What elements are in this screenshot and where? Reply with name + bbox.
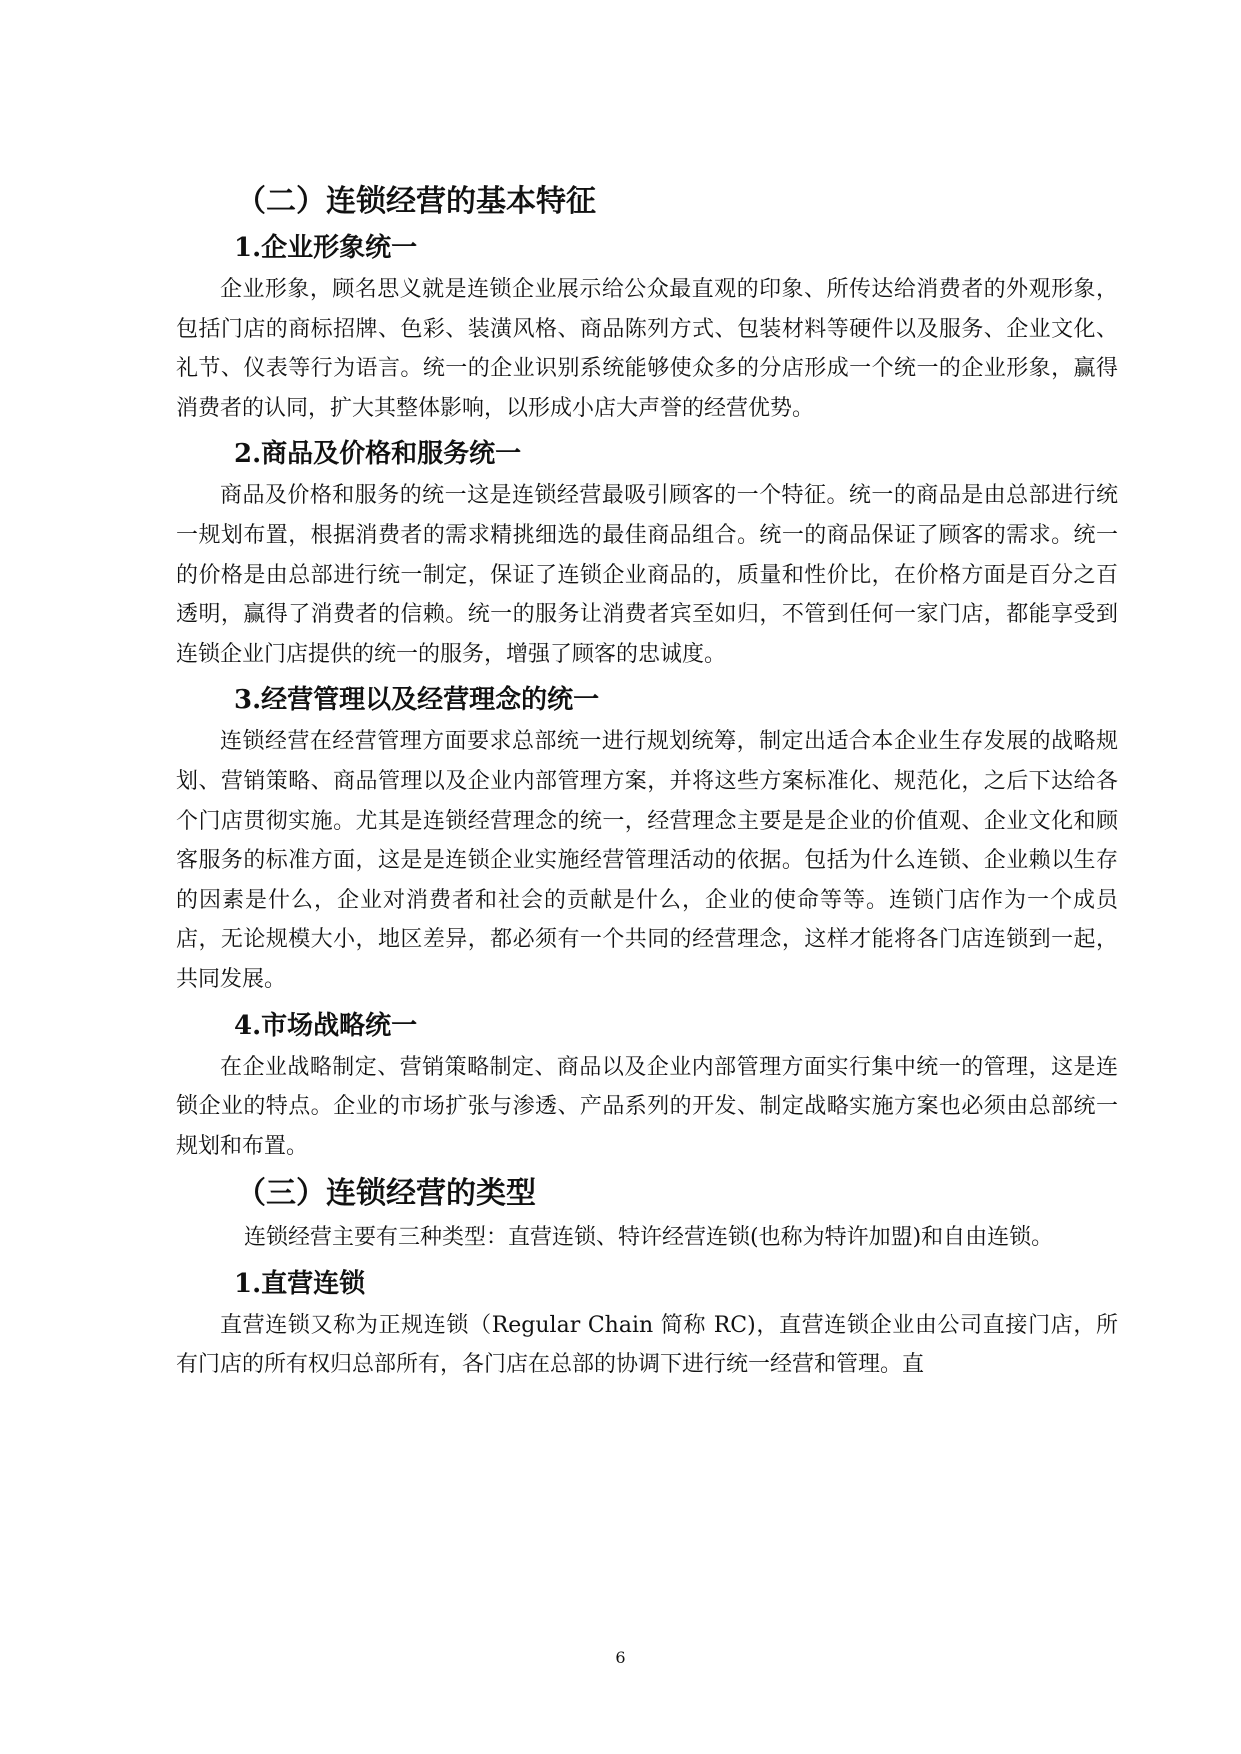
- subheading-market-strategy: 4.市场战略统一: [234, 1010, 418, 1041]
- paragraph-goods-price-service: 商品及价格和服务的统一这是连锁经营最吸引顾客的一个特征。统一的商品是由总部进行统一规划布置，根据消费者的需求精挑细选的最佳商品组合。统一的商品保证了顾客的需求。统一的价格是由总部进行统一制定，保证了连锁企业商品的，质量和性价比，在价格方面是百分之百透明，赢得了消费者的信赖。统一的服务让消费者宾至如归，不管到任何一家门店，都能享受到连锁企业门店提供的统一的服务，增强了顾客的忠诚度。: [176, 483, 1118, 667]
- section-heading-chain-types: （三）连锁经营的类型: [236, 1176, 536, 1212]
- subheading-corporate-image: 1.企业形象统一: [234, 233, 418, 263]
- paragraph-market-strategy: 在企业战略制定、营销策略制定、商品以及企业内部管理方面实行集中统一的管理，这是连锁企业的特点。企业的市场扩张与渗透、产品系列的开发、制定战略实施方案也必须由总部统一规划和布置。: [176, 1054, 1118, 1159]
- paragraph-chain-types: 连锁经营主要有三种类型：直营连锁、特许经营连锁(也称为特许加盟)和自由连锁。: [244, 1225, 1054, 1251]
- paragraph-regular-chain: 直营连锁又称为正规连锁（Regular Chain 简称 RC)，直营连锁企业由公司直接门店，所有门店的所有权归总部所有，各门店在总部的协调下进行统一经营和管理。直: [176, 1312, 1118, 1378]
- subheading-regular-chain: 1.直营连锁: [234, 1268, 366, 1299]
- section-heading-basic-features: （二）连锁经营的基本特征: [236, 184, 596, 219]
- paragraph-corporate-image: 企业形象，顾名思义就是连锁企业展示给公众最直观的印象、所传达给消费者的外观形象，包括门店的商标招牌、色彩、装潢风格、商品陈列方式、包装材料等硬件以及服务、企业文化、礼节、仪表等行为语言。统一的企业识别系统能够使众多的分店形成一个统一的企业形象，赢得消费者的认同，扩大其整体影响，以形成小店大声誉的经营优势。: [176, 277, 1118, 421]
- page-number: 6: [615, 1648, 626, 1667]
- subheading-management-philosophy: 3.经营管理以及经营理念的统一: [234, 685, 600, 716]
- document-body: [176, 178, 1118, 1389]
- paragraph-management-philosophy: 连锁经营在经营管理方面要求总部统一进行规划统筹，制定出适合本企业生存发展的战略规划、营销策略、商品管理以及企业内部管理方案，并将这些方案标准化、规范化，之后下达给各个门店贯彻实施。尤其是连锁经营理念的统一，经营理念主要是是企业的价值观、企业文化和顾客服务的标准方面，这是是连锁企业实施经营管理活动的依据。包括为什么连锁、企业赖以生存的因素是什么，企业对消费者和社会的贡献是什么，企业的使命等等。连锁门店作为一个成员店，无论规模大小，地区差异，都必须有一个共同的经营理念，这样才能将各门店连锁到一起，共同发展。: [176, 729, 1118, 992]
- subheading-goods-price-service: 2.商品及价格和服务统一: [234, 439, 522, 470]
